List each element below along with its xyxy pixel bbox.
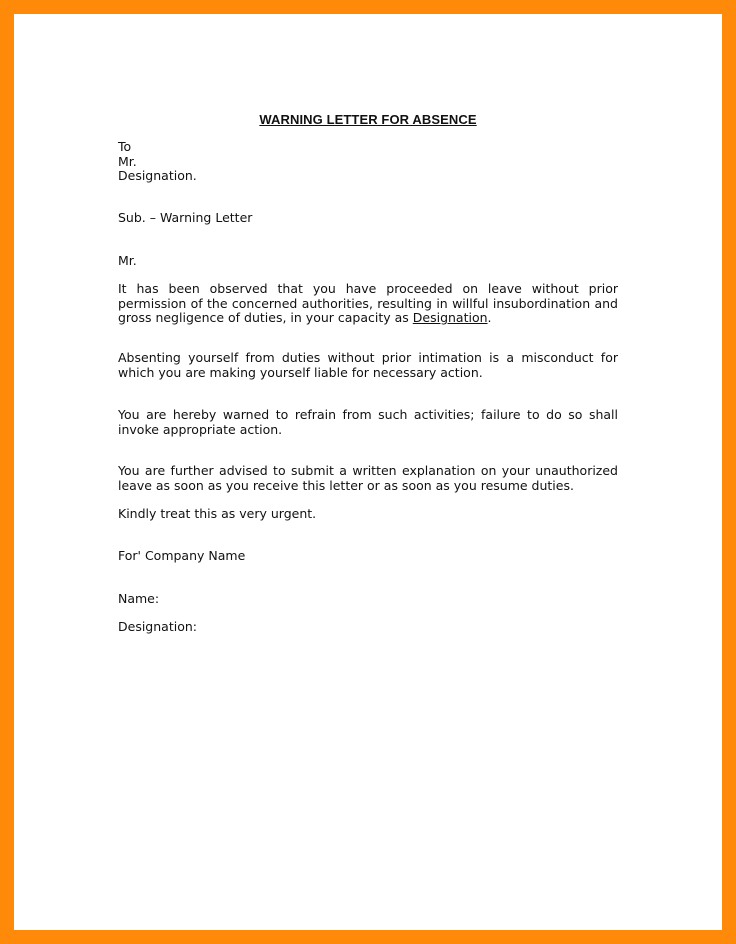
address-block [118, 140, 618, 184]
designation-underlined: Designation [412, 310, 488, 325]
letter-title: WARNING LETTER FOR ABSENCE [259, 112, 477, 127]
paragraph-1-text: It has been observed that you have proceeded on leave without prior permission of the concerned authorities, resulting in willful insubordination and gross negligence of duties, in your capacity as [118, 281, 618, 325]
subject-line: Sub. – Warning Letter [118, 210, 253, 225]
greeting: Mr. [118, 253, 137, 268]
address-to: To [118, 139, 132, 154]
company-line: For' Company Name [118, 548, 246, 563]
paragraph-leave-observation [118, 282, 618, 326]
paragraph-1-end: . [487, 310, 492, 325]
name-label: Name: [118, 591, 160, 606]
address-designation: Designation. [118, 168, 197, 183]
paragraph-warning: You are hereby warned to refrain from such activities; failure to do so shall invoke appropriate action. [118, 407, 618, 437]
urgent-note: Kindly treat this as very urgent. [118, 506, 317, 521]
paragraph-misconduct: Absenting yourself from duties without prior intimation is a misconduct for which you are making yourself liable for necessary action. [118, 350, 618, 380]
paragraph-explanation: You are further advised to submit a written explanation on your unauthorized leave as soon as you receive this letter or as soon as you resume duties. [118, 463, 618, 493]
address-mr: Mr. [118, 153, 137, 169]
designation-label: Designation: [118, 619, 197, 634]
